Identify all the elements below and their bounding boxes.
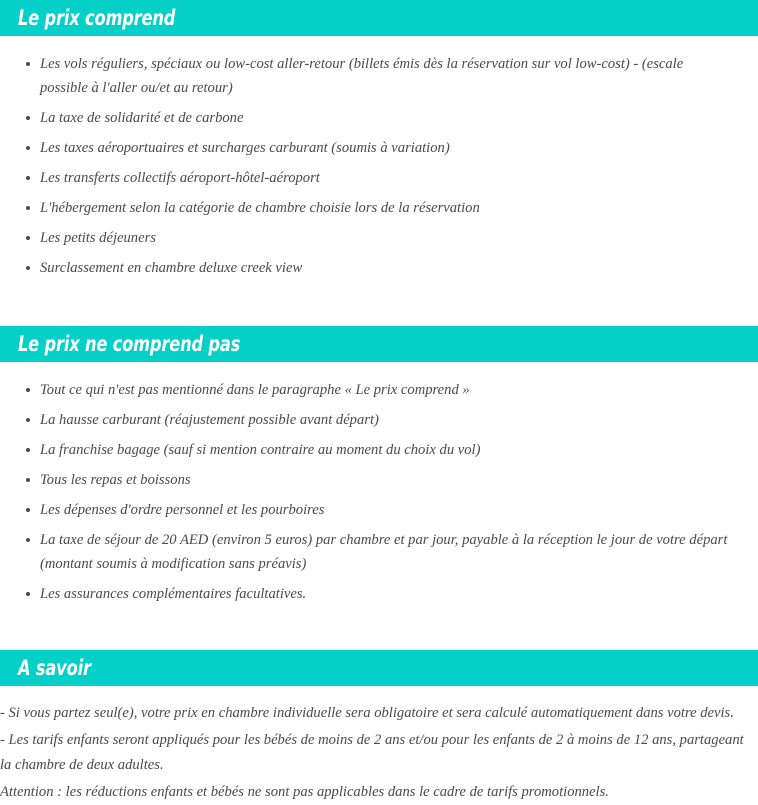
list-item: La hausse carburant (réajustement possible avant départ) (0, 408, 758, 432)
list-item: Tous les repas et boissons (0, 468, 758, 492)
list-item: Les dépenses d'ordre personnel et les pourboires (0, 498, 758, 522)
notice-paragraph: Attention : les réductions enfants et bébés ne sont pas applicables dans le cadre de tarifs promotionnels. (0, 784, 609, 800)
list-item: L'hébergement selon la catégorie de chambre choisie lors de la réservation (0, 196, 758, 220)
section-title-excluded: Le prix ne comprend pas (18, 331, 241, 356)
section-le-prix-ne-comprend-pas (0, 326, 758, 606)
list-item: La taxe de séjour de 20 AED (environ 5 euros) par chambre et par jour, payable à la réception le jour de votre départ (montant soumis à modification sans préavis) (0, 528, 758, 576)
section-body-included (0, 36, 758, 280)
notice-paragraph: - Les tarifs enfants seront appliqués pour les bébés de moins de 2 ans et/ou pour les enfants de 2 à moins de 12 ans, partageant la chambre de deux adultes. (0, 732, 744, 773)
section-body-notice (0, 686, 758, 805)
section-a-savoir (0, 650, 758, 805)
notice-paragraph: - Si vous partez seul(e), votre prix en chambre individuelle sera obligatoire et sera calculé automatiquement dans votre devis. (0, 705, 734, 721)
list-item: Les vols réguliers, spéciaux ou low-cost aller-retour (billets émis dès la réservation sur vol low-cost) - (escale possible à l'aller ou/et au retour) (0, 52, 758, 100)
list-item: Les taxes aéroportuaires et surcharges carburant (soumis à variation) (0, 136, 758, 160)
section-body-excluded (0, 362, 758, 606)
section-header-band-notice (0, 650, 758, 686)
section-spacer (0, 612, 758, 650)
section-title-included: Le prix comprend (18, 5, 176, 30)
section-spacer (0, 286, 758, 326)
list-item: Les petits déjeuners (0, 226, 758, 250)
excluded-list (0, 378, 758, 606)
section-header-band-excluded (0, 326, 758, 362)
list-item: Les assurances complémentaires facultatives. (0, 582, 758, 606)
section-header-band-included (0, 0, 758, 36)
list-item: La taxe de solidarité et de carbone (0, 106, 758, 130)
list-item: La franchise bagage (sauf si mention contraire au moment du choix du vol) (0, 438, 758, 462)
list-item: Surclassement en chambre deluxe creek view (0, 256, 758, 280)
section-title-notice: A savoir (18, 655, 91, 680)
list-item: Tout ce qui n'est pas mentionné dans le paragraphe « Le prix comprend » (0, 378, 758, 402)
included-list (0, 52, 758, 280)
list-item: Les transferts collectifs aéroport-hôtel-aéroport (0, 166, 758, 190)
section-le-prix-comprend (0, 0, 758, 280)
